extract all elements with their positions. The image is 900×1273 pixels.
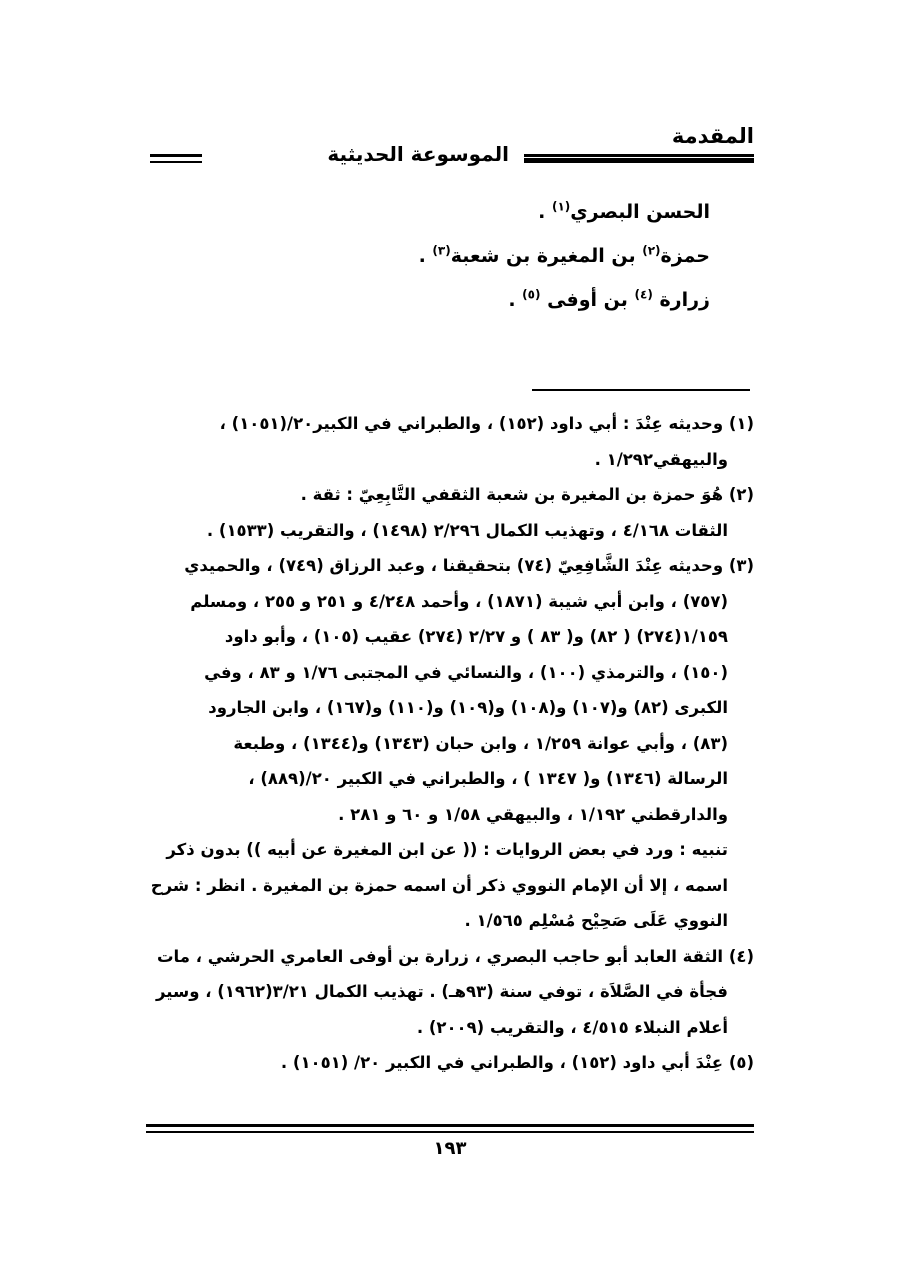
footnote-4: (٤) الثقة العابد أبو حاجب البصري ، زرارة بن أوفى العامري الحرشي ، مات فجأة في الصَّلاَة ، توفي سنة (٩٣هـ) . تهذيب الكمال ٣/٢١(١٩٦٢) ، وسير أعلام النبلاء ٤/٥١٥ ، والتقريب (٢٠٠٩) . — [156, 946, 754, 1037]
footnote-ref[interactable]: (٢) — [642, 243, 661, 258]
footer-rule — [146, 1124, 754, 1127]
footnote-ref[interactable]: (١) — [551, 199, 571, 214]
narrator-line: الحسن البصري$^{(١)}$ . — [538, 199, 710, 223]
footnote-1: (١) وحديثه عِنْدَ : أبي داود (١٥٢) ، والطبراني في الكبير٢٠/(١٠٥١) ، والبيهقي١/٢٩٢ . — [219, 414, 754, 469]
footnote-ref[interactable]: (٤) — [634, 287, 653, 302]
narrator-line: حمزة$^{(٢)}$ بن المغيرة بن شعبة$^{(٣)}$ . — [418, 243, 710, 267]
footnote-ref[interactable]: (٣) — [432, 243, 451, 258]
running-header — [150, 124, 754, 168]
note-label: تنبيه — [691, 840, 728, 859]
header-rule-right — [524, 154, 754, 157]
page-number: ١٩٣ — [433, 1138, 467, 1159]
narrator-list — [190, 190, 710, 322]
footnote-2: (٢) هُوَ حمزة بن المغيرة بن شعبة الثقفي التَّابِعِيّ : ثقة . الثقات ٤/١٦٨ ، وتهذيب الكمال ٢/٢٩٦ (١٤٩٨) ، والتقريب (١٥٣٣) . — [206, 485, 754, 540]
header-rule-left — [150, 154, 202, 157]
footnote-ref[interactable]: (٥) — [522, 287, 541, 302]
footnotes — [146, 406, 754, 1081]
footnote-5: (٥) عِنْدَ أبي داود (١٥٢) ، والطبراني في الكبير ٢٠/ (١٠٥١) . — [280, 1053, 754, 1072]
footnote-3: (٣) وحديثه عِنْدَ الشَّافِعِيّ (٧٤) بتحقيقنا ، وعبد الرزاق (٧٤٩) ، والحميدي (٧٥٧) ، وابن أبي شيبة (١٨٧١) ، وأحمد ٤/٢٤٨ و ٢٥١ و ٢٥٥ ، ومسلم ١/١٥٩(٢٧٤) ( ٨٢) و( ٨٣ ) و ٢/٢٧ (٢٧٤) عقيب (١٠٥) ، وأبو داود (١٥٠) ، والترمذي (١٠٠) ، والنسائي في المجتبى ١/٧٦ و ٨٣ ، وفي الكبرى (٨٢) و(١٠٧) و(١٠٨) و(١٠٩) و(١١٠) و(١٦٧) ، وابن الجارود (٨٣) ، وأبي عوانة ١/٢٥٩ ، وابن حبان (١٣٤٣) و(١٣٤٤) ، وطبعة الرسالة (١٣٤٦) و( ١٣٤٧ ) ، والطبراني في الكبير ٢٠/(٨٨٩) ، والدارقطني ١/١٩٢ ، والبيهقي ١/٥٨ و ٦٠ و ٢٨١ . — [184, 556, 754, 824]
section-title: المقدمة — [671, 124, 754, 148]
book-title: الموسوعة الحديثية — [327, 142, 509, 166]
footnote-separator — [532, 389, 750, 391]
footnote-note: تنبيه : ورد في بعض الروايات : (( عن ابن المغيرة عن أبيه )) بدون ذكر اسمه ، إلا أن الإمام النووي ذكر أن اسمه حمزة بن المغيرة . انظر : شرح النووي عَلَى صَحِيْح مُسْلِم ١/٥٦٥ . — [150, 840, 728, 930]
narrator-line: زرارة $^{(٤)}$ بن أوفى $^{(٥)}$ . — [508, 287, 710, 311]
